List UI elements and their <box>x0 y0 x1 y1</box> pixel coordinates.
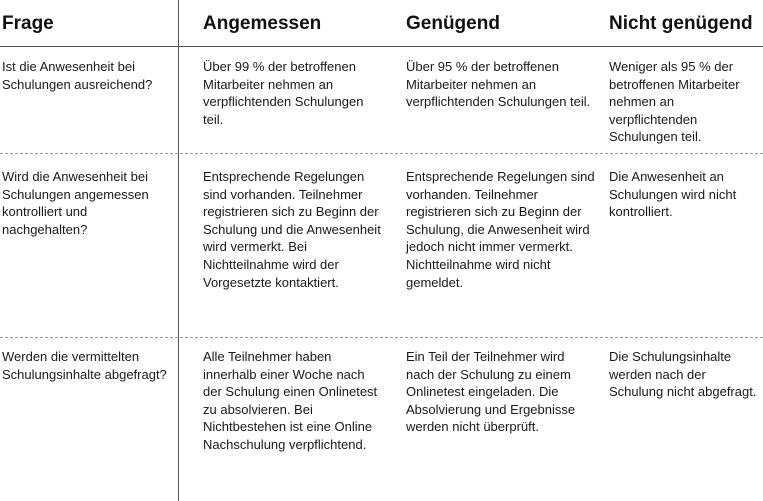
row-divider <box>0 337 763 338</box>
row-3-sufficient: Ein Teil der Teilnehmer wird nach der Schulung zu einem Onlinetest eingeladen. Die Absolvierung und Ergebnisse werden nicht überprüft. <box>406 349 576 435</box>
header-insufficient: Nicht genügend <box>609 13 753 34</box>
row-3-adequate: Alle Teilnehmer haben innerhalb einer Woche nach der Schulung einen Onlinetest zu absolvieren. Bei Nichtbestehen ist eine Online Nachschulung verpflichtend. <box>203 349 378 452</box>
row-divider <box>0 153 763 154</box>
column-divider <box>178 0 179 501</box>
header-question: Frage <box>2 13 54 34</box>
row-1-adequate: Über 99 % der betroffenen Mitarbeiter nehmen an verpflichtenden Schulungen teil. <box>203 59 364 127</box>
header-divider <box>0 46 763 47</box>
row-2-sufficient: Entsprechende Regelungen sind vorhanden. Teilnehmer registrieren sich zu Beginn der Schulung, die Anwesenheit wird jedoch nicht immer vermerkt. Nichtteilnahme wird nicht gemeldet. <box>406 169 595 290</box>
row-2-question: Wird die Anwesenheit bei Schulungen angemessen kontrolliert und nachgehalten? <box>2 169 149 237</box>
row-1-insufficient: Weniger als 95 % der betroffenen Mitarbeiter nehmen an verpflichtenden Schulungen teil. <box>609 59 740 145</box>
row-1-sufficient: Über 95 % der betroffenen Mitarbeiter nehmen an verpflichtenden Schulungen teil. <box>406 59 591 110</box>
row-1-question: Ist die Anwesenheit bei Schulungen ausreichend? <box>2 59 153 92</box>
row-3-insufficient: Die Schulungsinhalte werden nach der Schulung nicht abgefragt. <box>609 349 757 400</box>
row-3-question: Werden die vermittelten Schulungsinhalte abgefragt? <box>2 349 167 382</box>
header-adequate: Angemessen <box>203 13 322 34</box>
row-2-insufficient: Die Anwesenheit an Schulungen wird nicht kontrolliert. <box>609 169 737 220</box>
row-2-adequate: Entsprechende Regelungen sind vorhanden. Teilnehmer registrieren sich zu Beginn der Schulung und die Anwesenheit wird vermerkt. Bei Nichtteilnahme wird der Vorgesetzte kontaktiert. <box>203 169 381 290</box>
header-sufficient: Genügend <box>406 13 500 34</box>
